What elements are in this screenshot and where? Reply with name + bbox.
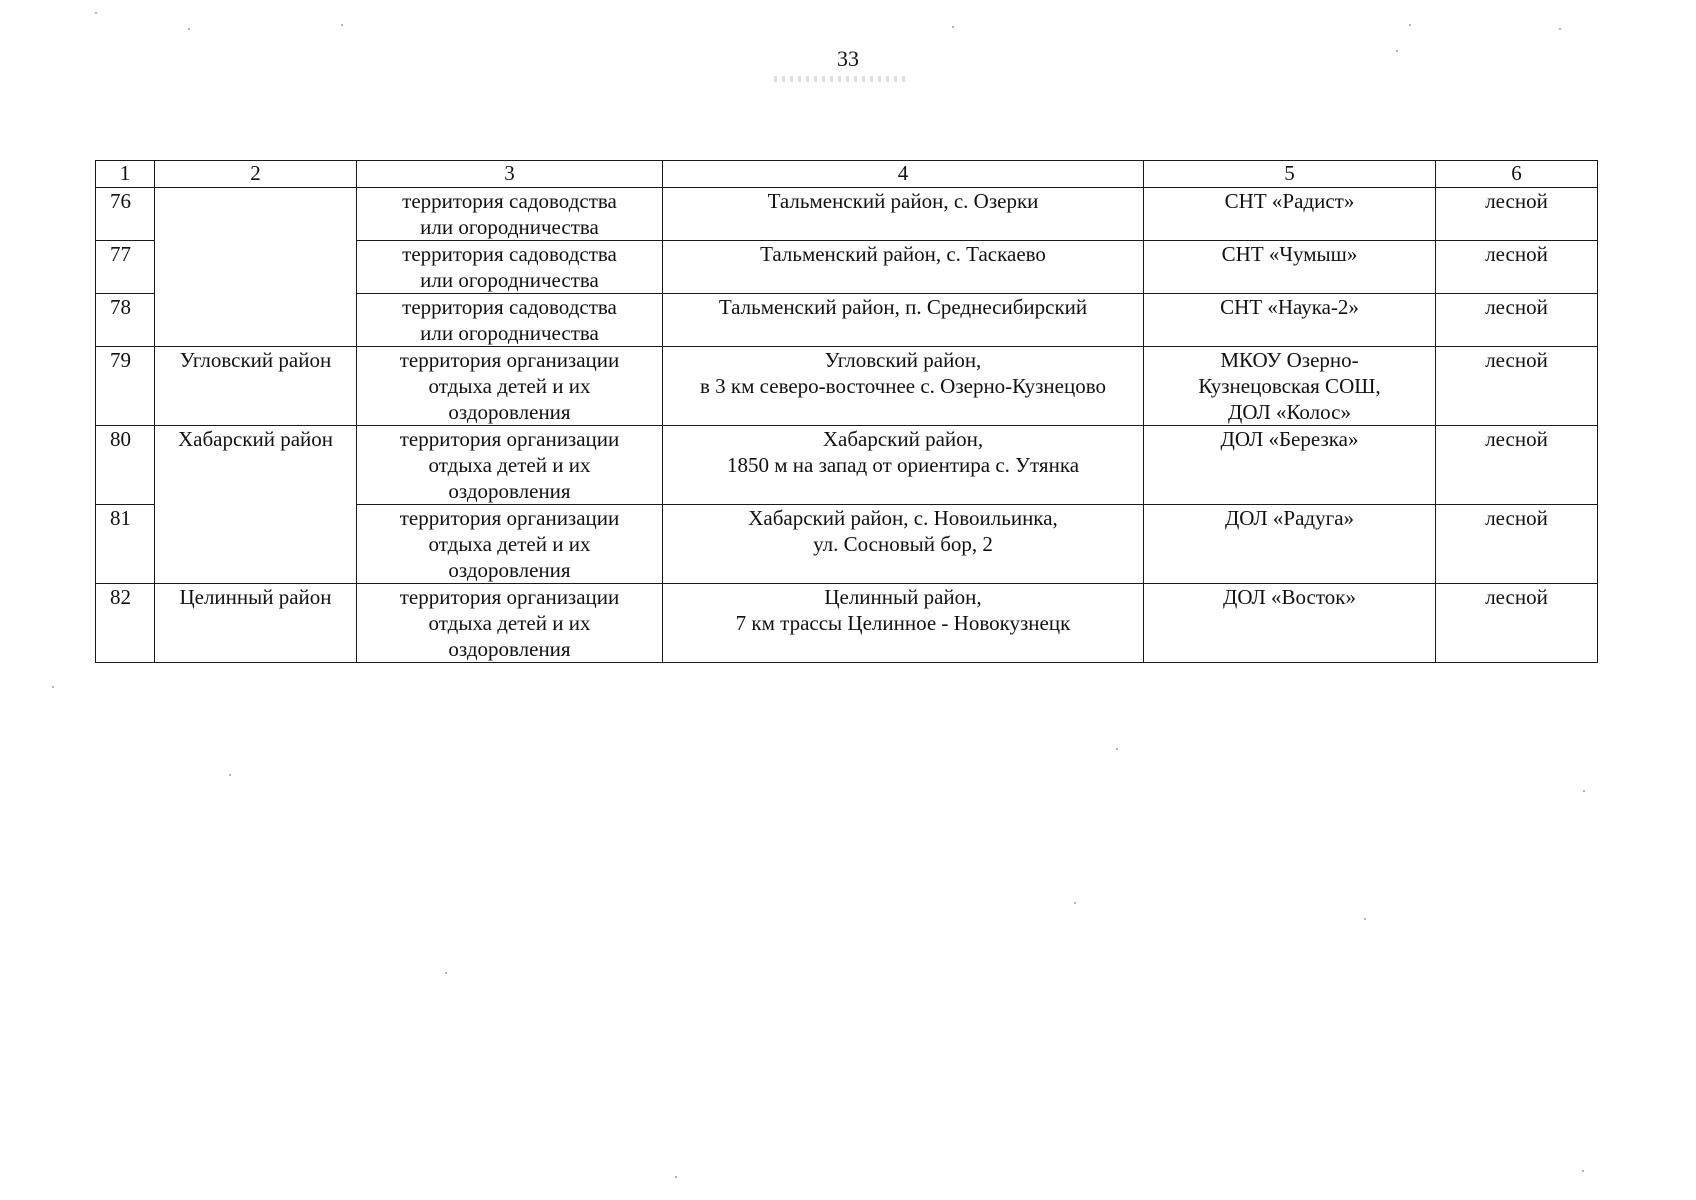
category-cell: лесной [1436, 426, 1598, 505]
territory-type-cell [357, 347, 663, 426]
address-line: Тальменский район, с. Таскаево [760, 242, 1046, 266]
organization-line: МКОУ Озерно- [1220, 348, 1359, 372]
scan-speck [675, 1176, 677, 1178]
scan-speck [52, 686, 54, 688]
territory-type-cell [357, 505, 663, 584]
territory-type-cell [357, 426, 663, 505]
registry-table [95, 160, 1598, 663]
scan-speck [1364, 918, 1366, 920]
address-cell [663, 188, 1144, 241]
column-header: 1 [96, 161, 155, 188]
organization-cell [1144, 241, 1436, 294]
territory-type-line: отдыха детей и их [428, 532, 591, 556]
scan-speck [1582, 1170, 1584, 1172]
territory-type-cell [357, 294, 663, 347]
scan-speck [1583, 790, 1585, 792]
organization-line: ДОЛ «Березка» [1220, 427, 1359, 451]
address-line: 1850 м на запад от ориентира с. Утянка [726, 453, 1080, 477]
territory-type-line: территория организации [399, 506, 620, 530]
district-cell [155, 188, 357, 347]
table-row [96, 426, 1598, 505]
territory-type-line: территория организации [399, 348, 620, 372]
territory-type-line: оздоровления [448, 479, 571, 503]
territory-type-line: или огородничества [420, 268, 599, 292]
page-number: 33 [837, 46, 859, 71]
organization-cell [1144, 347, 1436, 426]
address-cell [663, 347, 1144, 426]
row-number: 80 [96, 426, 155, 505]
scan-speck [952, 26, 954, 28]
scan-speck [1409, 24, 1411, 26]
address-cell [663, 426, 1144, 505]
category-cell: лесной [1436, 347, 1598, 426]
organization-line: СНТ «Наука-2» [1220, 295, 1359, 319]
scan-artifact [774, 76, 910, 82]
column-header: 3 [357, 161, 663, 188]
row-number: 76 [96, 188, 155, 241]
address-line: Хабарский район, [822, 427, 984, 451]
organization-cell [1144, 505, 1436, 584]
table-row [96, 584, 1598, 663]
address-line: Тальменский район, с. Озерки [767, 189, 1039, 213]
organization-line: СНТ «Радист» [1224, 189, 1355, 213]
scan-speck [1116, 748, 1118, 750]
address-line: Тальменский район, п. Среднесибирский [718, 295, 1088, 319]
organization-cell [1144, 584, 1436, 663]
scan-speck [95, 12, 97, 14]
territory-type-line: отдыха детей и их [428, 611, 591, 635]
category-cell: лесной [1436, 188, 1598, 241]
district-cell: Целинный район [155, 584, 357, 663]
territory-type-line: территория организации [399, 585, 620, 609]
row-number: 77 [96, 241, 155, 294]
address-cell [663, 505, 1144, 584]
territory-type-line: отдыха детей и их [428, 374, 591, 398]
column-header: 5 [1144, 161, 1436, 188]
scan-speck [1396, 50, 1398, 52]
territory-type-line: или огородничества [420, 321, 599, 345]
organization-cell [1144, 294, 1436, 347]
district-cell: Хабарский район [155, 426, 357, 584]
territory-type-line: отдыха детей и их [428, 453, 591, 477]
scan-speck [341, 24, 343, 26]
row-number: 81 [96, 505, 155, 584]
address-cell [663, 294, 1144, 347]
column-header: 6 [1436, 161, 1598, 188]
category-cell: лесной [1436, 505, 1598, 584]
category-cell: лесной [1436, 584, 1598, 663]
address-line: ул. Сосновый бор, 2 [813, 532, 993, 556]
territory-type-line: оздоровления [448, 558, 571, 582]
scan-speck [1074, 902, 1076, 904]
table-row [96, 188, 1598, 241]
scan-speck [188, 28, 190, 30]
territory-type-cell [357, 584, 663, 663]
territory-type-line: территория садоводства [402, 189, 617, 213]
territory-type-line: территория садоводства [402, 295, 617, 319]
column-header: 4 [663, 161, 1144, 188]
territory-type-line: или огородничества [420, 215, 599, 239]
organization-line: ДОЛ «Радуга» [1224, 506, 1355, 530]
organization-line: СНТ «Чумыш» [1221, 242, 1358, 266]
column-header: 2 [155, 161, 357, 188]
territory-type-cell [357, 188, 663, 241]
address-line: Целинный район, [824, 585, 982, 609]
address-line: Хабарский район, с. Новоильинка, [748, 506, 1058, 530]
row-number: 79 [96, 347, 155, 426]
territory-type-cell [357, 241, 663, 294]
territory-type-line: территория садоводства [402, 242, 617, 266]
territory-type-line: оздоровления [448, 637, 571, 661]
table-row [96, 347, 1598, 426]
address-line: 7 км трассы Целинное - Новокузнецк [735, 611, 1071, 635]
address-cell [663, 584, 1144, 663]
territory-type-line: оздоровления [448, 400, 571, 424]
organization-line: Кузнецовская СОШ, [1198, 374, 1381, 398]
district-cell: Угловский район [155, 347, 357, 426]
organization-cell [1144, 426, 1436, 505]
organization-line: ДОЛ «Колос» [1228, 400, 1351, 424]
scan-speck [229, 774, 231, 776]
organization-line: ДОЛ «Восток» [1223, 585, 1356, 609]
row-number: 82 [96, 584, 155, 663]
address-cell [663, 241, 1144, 294]
organization-cell [1144, 188, 1436, 241]
address-line: Угловский район, [824, 348, 982, 372]
territory-type-line: территория организации [399, 427, 620, 451]
category-cell: лесной [1436, 241, 1598, 294]
scan-speck [445, 972, 447, 974]
scan-speck [1559, 28, 1561, 30]
address-line: в 3 км северо-восточнее с. Озерно-Кузнецово [700, 374, 1106, 398]
column-number-row [96, 161, 1598, 188]
row-number: 78 [96, 294, 155, 347]
category-cell: лесной [1436, 294, 1598, 347]
